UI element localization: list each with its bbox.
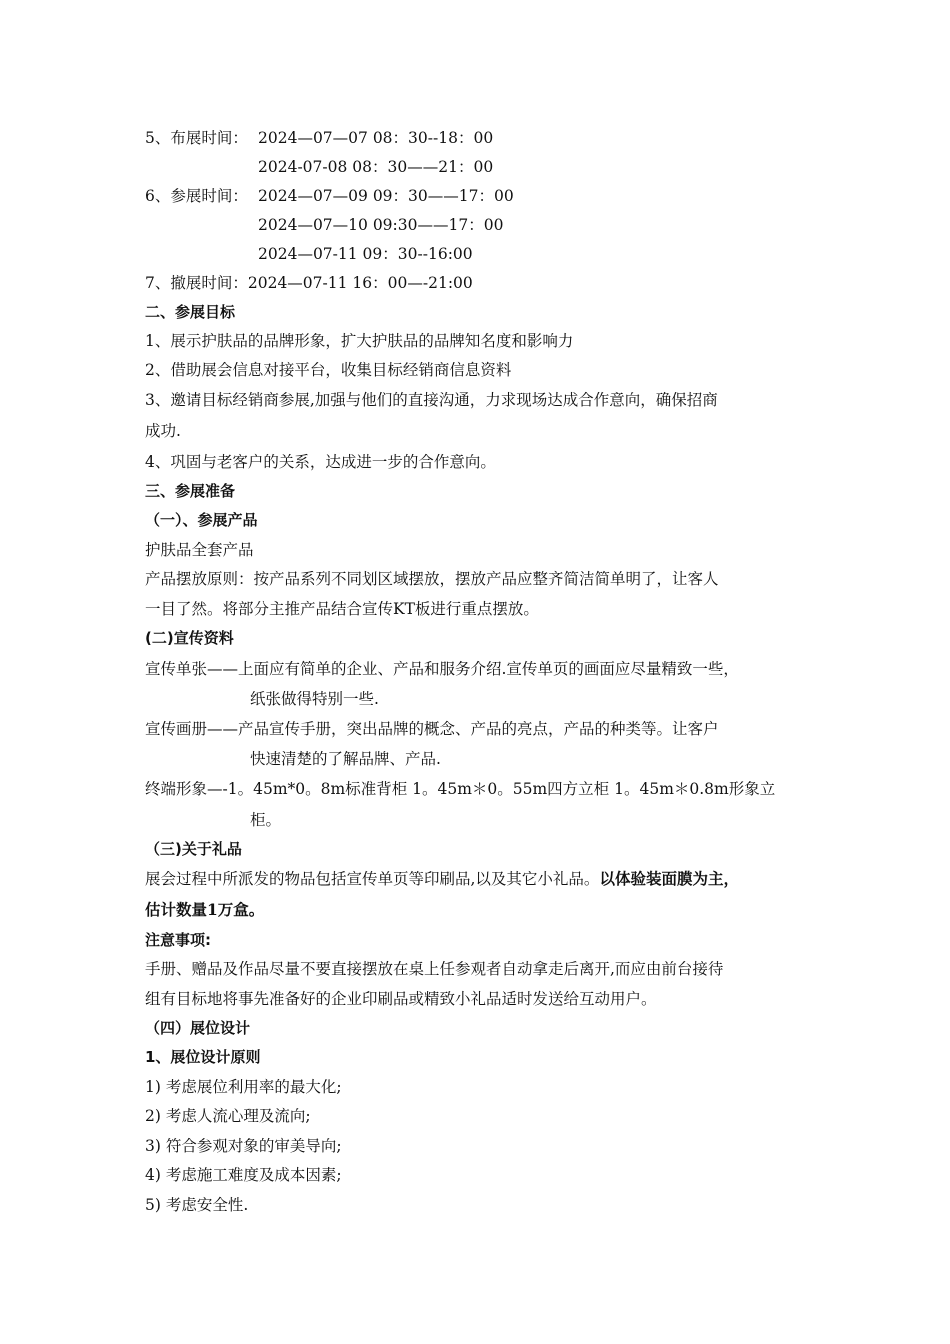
exhibit-time-3: 2024—07-11 09：30--16:00 bbox=[258, 245, 473, 263]
gifts-text: 展会过程中所派发的物品包括宣传单页等印刷品,以及其它小礼品。 bbox=[145, 870, 600, 888]
flyer-line-2: 纸张做得特别一些. bbox=[250, 690, 379, 708]
placement-line-2: 一目了然。将部分主推产品结合宣传KT板进行重点摆放。 bbox=[145, 600, 539, 618]
gifts-emphasis: 以体验装面膜为主， bbox=[599, 869, 739, 888]
principle-item: 1) 考虑展位利用率的最大化; bbox=[145, 1078, 342, 1096]
exhibit-time-label: 6、参展时间： bbox=[145, 187, 248, 205]
principle-item: 4) 考虑施工难度及成本因素; bbox=[145, 1166, 342, 1184]
booth-principles-heading: 1、展位设计原则 bbox=[145, 1048, 261, 1066]
principle-item: 2) 考虑人流心理及流向; bbox=[145, 1107, 311, 1125]
products-text: 护肤品全套产品 bbox=[145, 541, 254, 559]
brochure-line-1: 宣传画册——产品宣传手册，突出品牌的概念、产品的亮点，产品的种类等。让客户 bbox=[145, 720, 719, 738]
goal-item: 3、邀请目标经销商参展,加强与他们的直接沟通，力求现场达成合作意向，确保招商 bbox=[145, 391, 718, 409]
placement-line-1: 产品摆放原则：按产品系列不同划区域摆放，摆放产品应整齐简洁简单明了，让客人 bbox=[145, 570, 719, 588]
goals-heading: 二、参展目标 bbox=[145, 303, 236, 321]
setup-time-1: 2024—07—07 08：30--18：00 bbox=[258, 129, 494, 147]
gifts-heading: （三)关于礼品 bbox=[145, 840, 242, 858]
principle-item: 3) 符合参观对象的审美导向; bbox=[145, 1137, 342, 1155]
goal-item: 1、展示护肤品的品牌形象，扩大护肤品的品牌知名度和影响力 bbox=[145, 332, 574, 350]
gifts-quantity: 估计数量1万盒。 bbox=[145, 900, 265, 919]
gifts-line-2 bbox=[145, 900, 264, 920]
notes-heading: 注意事项: bbox=[145, 931, 211, 949]
teardown-time: 7、撤展时间：2024—07-11 16：00—-21:00 bbox=[145, 274, 473, 292]
principle-item: 5) 考虑安全性. bbox=[145, 1196, 249, 1214]
notes-line-2: 组有目标地将事先准备好的企业印刷品或精致小礼品适时发送给互动用户。 bbox=[145, 990, 657, 1008]
notes-line-1: 手册、赠品及作品尽量不要直接摆放在桌上任参观者自动拿走后离开,而应由前台接待 bbox=[145, 960, 724, 978]
terminal-line-1: 终端形象—-1。45m*0。8m标准背柜 1。45m＊0。55m四方立柜 1。45m＊0.8m形象立 bbox=[145, 780, 776, 798]
goal-item: 2、借助展会信息对接平台，收集目标经销商信息资料 bbox=[145, 361, 512, 379]
booth-heading: （四）展位设计 bbox=[145, 1019, 251, 1037]
goal-item-continuation: 成功. bbox=[145, 422, 181, 440]
exhibit-time-2: 2024—07—10 09:30——17：00 bbox=[258, 216, 504, 234]
materials-heading: (二)宣传资料 bbox=[145, 629, 234, 647]
setup-time-label: 5、布展时间： bbox=[145, 129, 248, 147]
flyer-line-1: 宣传单张——上面应有简单的企业、产品和服务介绍.宣传单页的画面应尽量精致一些， bbox=[145, 660, 739, 678]
prep-heading: 三、参展准备 bbox=[145, 482, 236, 500]
goal-item: 4、巩固与老客户的关系，达成进一步的合作意向。 bbox=[145, 453, 496, 471]
exhibit-time-1: 2024—07—09 09：30——17：00 bbox=[258, 187, 514, 205]
products-heading: （一）、参展产品 bbox=[145, 511, 258, 529]
brochure-line-2: 快速清楚的了解品牌、产品. bbox=[250, 750, 441, 768]
gifts-line-1 bbox=[145, 869, 739, 889]
setup-time-2: 2024-07-08 08：30——21：00 bbox=[258, 158, 494, 176]
terminal-line-2: 柜。 bbox=[250, 811, 282, 829]
